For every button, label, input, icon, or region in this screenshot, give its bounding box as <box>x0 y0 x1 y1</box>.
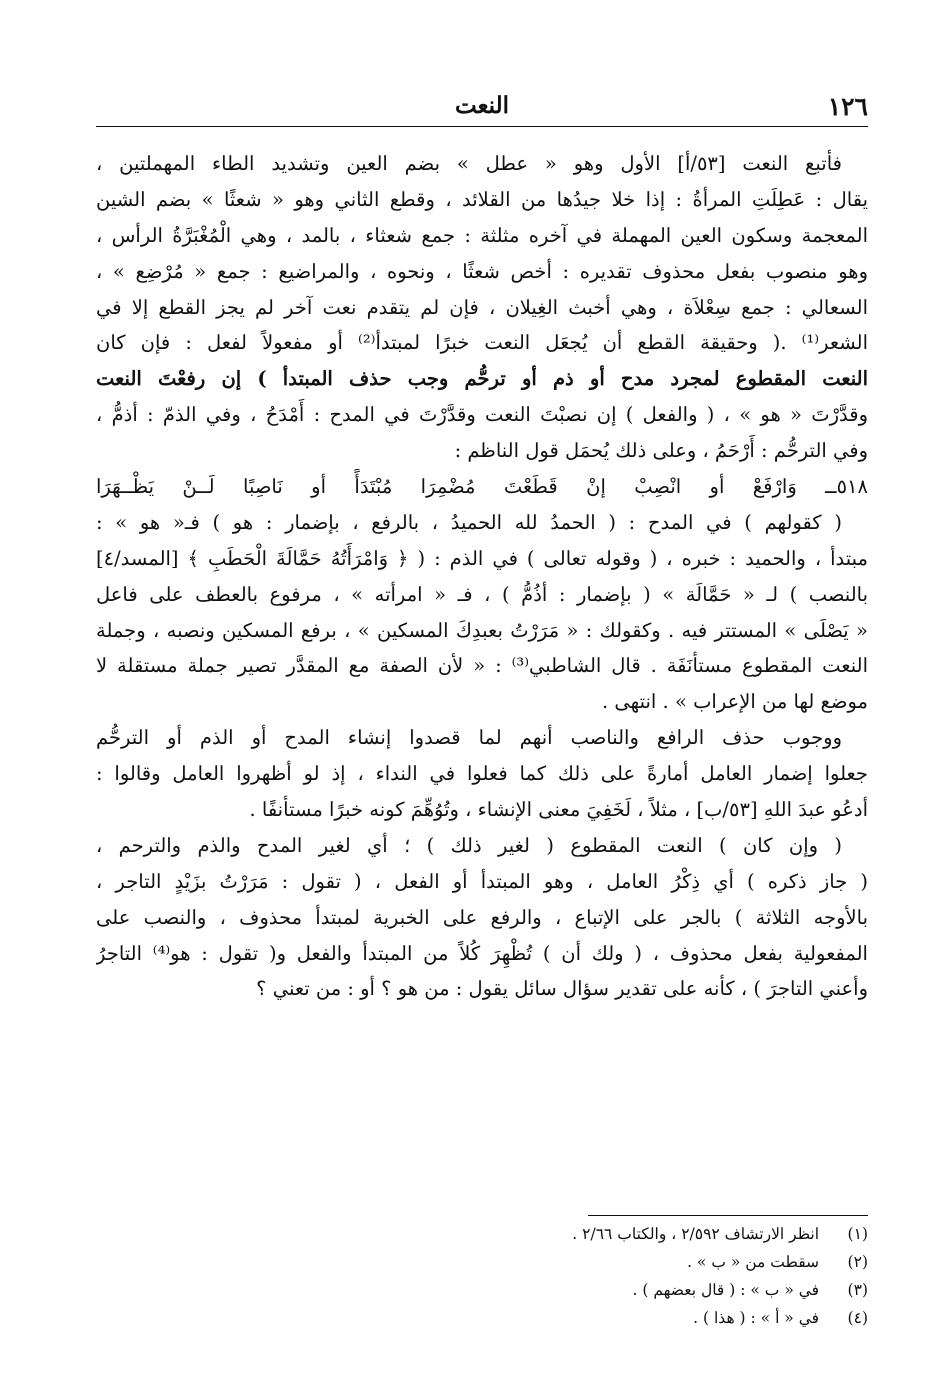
text-line: بالنصب ) لـ « حَمَّالَة » ( بإضمار : أذُمُّ ) ، فـ « امرأته » ، مرفوع بالعطف على فاعل <box>96 582 868 606</box>
verse-line: ٥١٨ــ وَارْفَعْ أو انْصِبْ إنْ قَطَعْتَ مُضْمِرَا مُبْتَدَأً أو نَاصِبًا لَــنْ يَظْــهَرَا <box>96 475 868 499</box>
text-line: وهو منصوب بفعل محذوف تقديره : أخص شعثًا ، ونحوه ، والمراضيع : جمع « مُرْضِع » ، <box>96 259 868 283</box>
text-line: مبتدأ ، والحميد : خبره ، ( وقوله تعالى ) في الذم : ( ﴿ وَامْرَأَتُهُ حَمَّالَةَ الْحَطَبِ ﴾ [المسد/٤] <box>96 546 868 570</box>
text-line: جعلوا إضمار العامل أمارةً على ذلك كما فعلوا في النداء ، إذ لو أظهروا العامل وقالوا : <box>96 762 868 786</box>
text-line: ووجوب حذف الرافع والناصب أنهم لما قصدوا إنشاء المدح أو الذم أو الترحُّم <box>96 726 842 750</box>
footnote-number: (٣) <box>847 1281 868 1299</box>
footnote-number: (٢) <box>847 1253 868 1271</box>
text-line: فأتبع النعت [٥٣/أ] الأول وهو « عطل » بضم العين وتشديد الطاء المهملتين ، <box>96 152 842 175</box>
running-title: النعت <box>454 92 510 119</box>
page-header <box>96 92 868 126</box>
footnote-number: (٤) <box>847 1309 868 1327</box>
footnote-text: سقطت من « ب » . <box>687 1253 820 1271</box>
text-line: وأعني التاجرَ ) ، كأنه على تقدير سؤال سائل يقول : من هو ؟ أو : من تعني ؟ <box>256 977 868 1001</box>
footnote <box>96 1304 868 1332</box>
text-line: « يَصْلَى » المستتر فيه . وكقولك : « مَرَرْتُ بعبدِكَ المسكين » ، برفع المسكين ونصبه ، وجملة <box>96 618 868 642</box>
footnote-rule <box>588 1215 868 1216</box>
text-line: وقدَّرْتَ « هو » ، ( والفعل ) إن نصبْتَ النعت وقدَّرْتَ في المدح : أَمْدَحُ ، وفي الذمّ : أذمُّ ، <box>96 403 868 427</box>
footnotes <box>96 1220 868 1332</box>
text-line: بالأوجه الثلاثة ) بالجر على الإتباع ، والرفع على الخبرية لمبتدأ محذوف ، والنصب على <box>96 905 868 929</box>
text-line: المعجمة وسكون العين المهملة في آخره مثلثة : جمع شعثاء ، بالمد ، وهي الْمُغْبَرَّةُ الرأس ، <box>96 223 868 247</box>
text-line: النعت المقطوع لمجرد مدح أو ذم أو ترحُّم وجب حذف المبتدأ ) إن رفعْتَ النعت <box>96 367 868 391</box>
page-number: ١٢٦ <box>827 92 868 121</box>
footnote-text: انظر الارتشاف ٢/٥٩٢ ، والكتاب ٢/٦٦ . <box>572 1225 820 1243</box>
footnote <box>96 1248 868 1276</box>
footnote-text: في « ب » : ( قال بعضهم ) . <box>632 1281 820 1299</box>
book-page <box>96 0 868 1376</box>
text-line: السعالي : جمع سِعْلاَة ، وهي أخبث الغِيلان ، فإن لم يتقدم نعت آخر لم يجز القطع إلا في <box>96 295 868 319</box>
text-line: وفي الترحُّم : أَرْحَمُ ، وعلى ذلك يُحمَل قول الناظم : <box>454 439 868 463</box>
text-line: أدعُو عبدَ اللهِ [٥٣/ب] ، مثلاً ، لَخَفِيَ معنى الإنشاء ، وتُوُهِّمَ كونه خبرًا مستأنفًا . <box>249 798 868 822</box>
text-line: ( جاز ذكره ) أي ذِكْرُ العامل ، وهو المبتدأ أو الفعل ، ( تقول : مَرَرْتُ بزَيْدٍ التاجر ، <box>96 869 868 893</box>
text-line: المفعولية بفعل محذوف ، ( ولك أن ) تُظْهِرَ كُلاً من المبتدأ والفعل و( تقول : هو⁽⁴⁾ التاجرُ <box>96 941 868 965</box>
footnote <box>96 1276 868 1304</box>
text-line: ( وإن كان ) النعت المقطوع ( لغير ذلك ) ؛ أي لغير المدح والذم والترحم ، <box>96 833 842 857</box>
footnote-number: (١) <box>847 1225 868 1243</box>
main-text <box>96 146 868 1007</box>
text-line: يقال : عَطِلَتِ المرأةُ : إذا خلا جيدُها من القلائد ، وقطع الثاني وهو « شعثًا » بضم الشين <box>96 187 868 211</box>
footnote-text: في « أ » : ( هذا ) . <box>693 1309 820 1327</box>
header-rule <box>96 126 868 127</box>
text-line: الشعر⁽¹⁾ .( وحقيقة القطع أن يُجعَل النعت خبرًا لمبتدأ⁽²⁾ أو مفعولاً لفعل : فإن كان <box>96 331 868 355</box>
text-line: موضع لها من الإعراب » . انتهى . <box>601 690 868 714</box>
text-line: ( كقولهم ) في المدح : ( الحمدُ لله الحميدُ ، بالرفع ، بإضمار : هو ) فـ« هو » : <box>96 510 842 534</box>
footnote <box>96 1220 868 1248</box>
text-line: النعت المقطوع مستأنَفَة . قال الشاطبي⁽³⁾ : « لأن الصفة مع المقدَّر تصير جملة مستقلة لا <box>96 654 868 678</box>
